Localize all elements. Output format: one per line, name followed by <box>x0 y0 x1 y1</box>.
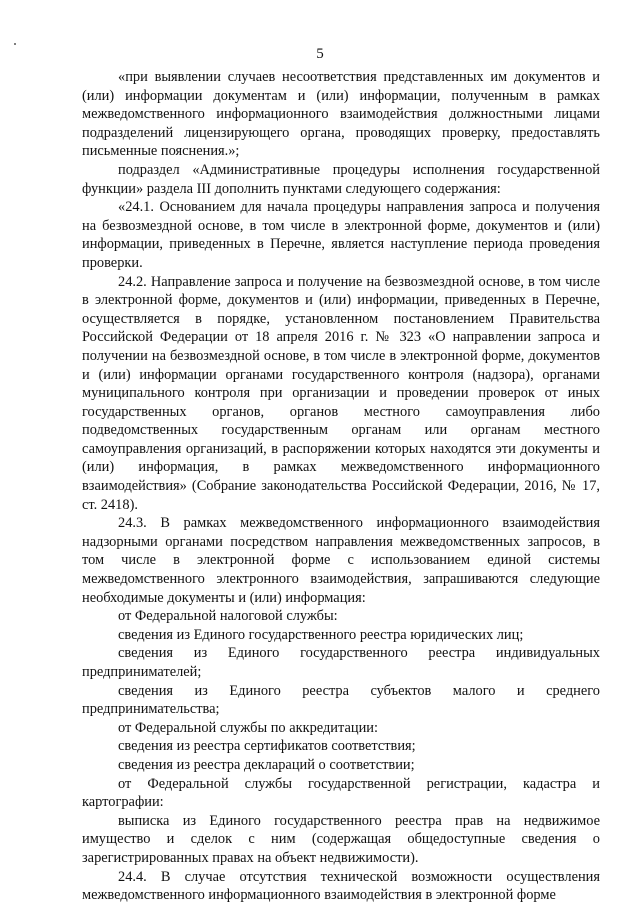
paragraph: 24.2. Направление запроса и получение на безвозмездной основе, в том числе в электронной форме, документов и (или) информации, приведенных в Перечне, осуществляется в порядке, установленном постановлением Правительства Российской Федерации от 18 апреля 2016 г. № 323 «О направлении запроса и получении на безвозмездной основе, в том числе в электронной форме, документов и (или) информации органами государственного контроля (надзора), органами муниципального контроля при организации и проведении проверок от иных государственных органов, органов местного самоуправления либо подведомственных государственным органам или органам местного самоуправления организаций, в распоряжении которых находятся эти документы и (или) информация, в рамках межведомственного информационного взаимодействия» (Собрание законодательства Российской Федерации, 2016, № 17, ст. 2418). <box>82 273 600 513</box>
page-number: 5 <box>316 46 324 62</box>
paragraph: от Федеральной налоговой службы: <box>118 608 338 625</box>
scan-speck <box>14 43 16 45</box>
paragraph: «при выявлении случаев несоответствия представленных им документов и (или) информации документам и (или) информации, полученным в рамках межведомственного информационного взаимодействия должностными лицами подразделений лицензирующего органа, проводящих проверку, предоставлять письменные пояснения.»; <box>82 69 600 160</box>
paragraph: сведения из реестра сертификатов соответствия; <box>118 738 416 755</box>
paragraph: сведения из Единого государственного реестра юридических лиц; <box>118 626 524 643</box>
paragraph: 24.3. В рамках межведомственного информационного взаимодействия надзорными органами посредством направления межведомственных запросов, в том числе в электронной форме с использованием единой системы межведомственного электронного взаимодействия, запрашиваются следующие необходимые документы и (или) информация: <box>82 515 600 606</box>
paragraph: сведения из реестра деклараций о соответствии; <box>118 756 415 773</box>
paragraph: «24.1. Основанием для начала процедуры направления запроса и получения на безвозмездной основе, в том числе в электронной форме, документов и (или) информации, приведенных в Перечне, является наступление периода проведения проверки. <box>82 199 600 271</box>
paragraph: подраздел «Административные процедуры исполнения государственной функции» раздела III дополнить пунктами следующего содержания: <box>82 161 600 197</box>
document-body <box>82 68 600 905</box>
paragraph: выписка из Единого государственного реестра прав на недвижимое имущество и сделок с ним (содержащая общедоступные сведения о зарегистрированных правах на объект недвижимости). <box>82 812 600 866</box>
paragraph: от Федеральной службы государственной регистрации, кадастра и картографии: <box>82 775 600 811</box>
paragraph: 24.4. В случае отсутствия технической возможности осуществления межведомственного информационного взаимодействия в электронной форме <box>82 868 600 904</box>
paragraph: сведения из Единого государственного реестра индивидуальных предпринимателей; <box>82 645 600 680</box>
paragraph: от Федеральной службы по аккредитации: <box>118 719 378 736</box>
paragraph: сведения из Единого реестра субъектов малого и среднего предпринимательства; <box>82 682 600 718</box>
